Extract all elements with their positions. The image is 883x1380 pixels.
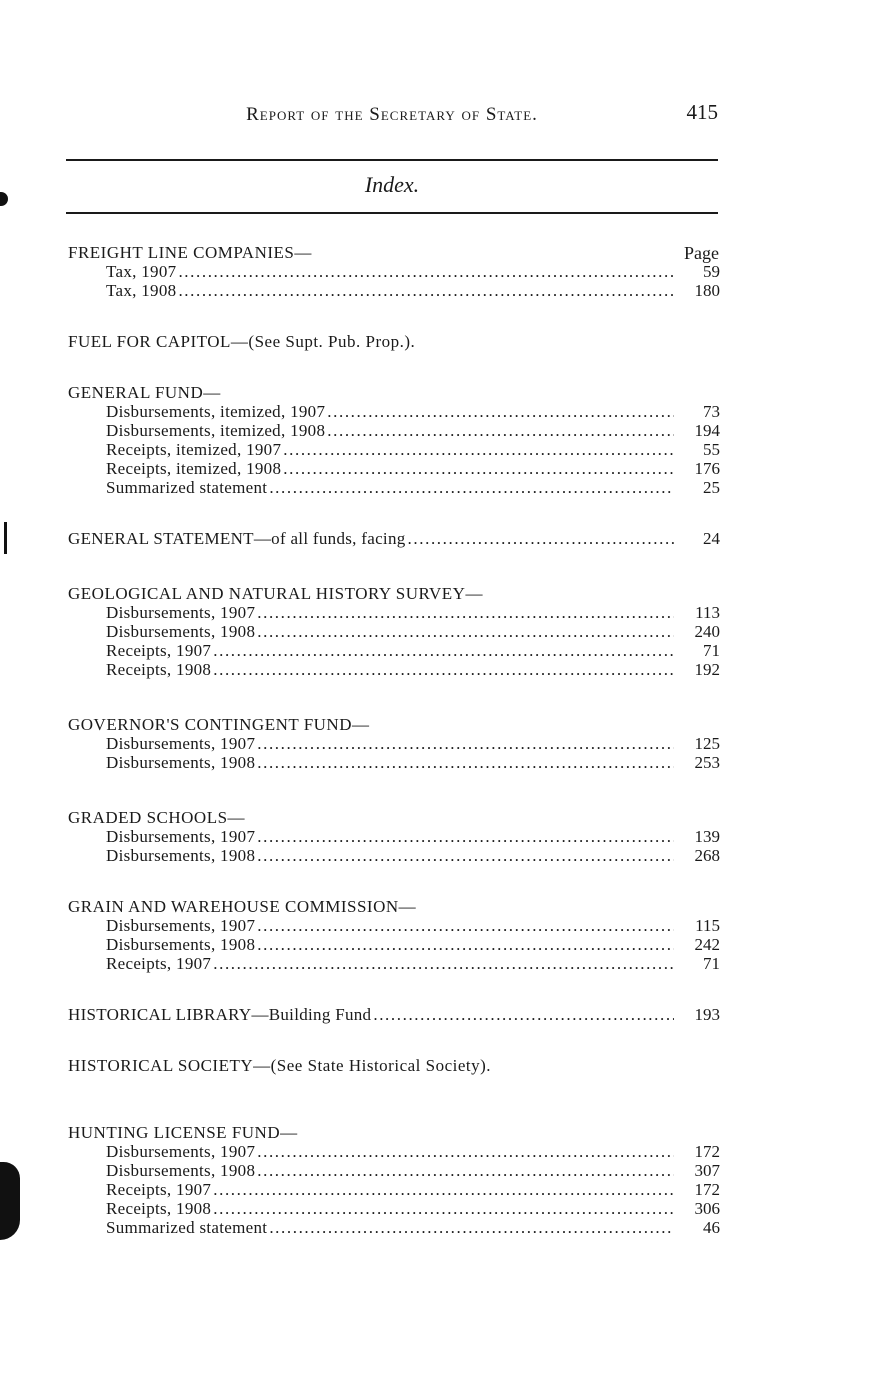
index-row (68, 660, 720, 679)
index-row (68, 935, 720, 954)
index-row (68, 1218, 720, 1237)
leader-dots (213, 660, 674, 679)
scan-edge-mark (4, 522, 7, 554)
row-page: 172 (694, 1180, 720, 1199)
leader-dots (178, 262, 674, 281)
leader-dots (327, 421, 674, 440)
row-page: 194 (694, 421, 720, 440)
row-page: 55 (703, 440, 720, 459)
row-label: HISTORICAL LIBRARY—Building Fund (68, 1005, 372, 1024)
entry-heading: GENERAL FUND— (68, 383, 221, 402)
index-row (68, 753, 720, 772)
row-page: 176 (694, 459, 720, 478)
index-row (68, 1005, 720, 1024)
row-page: 139 (694, 827, 720, 846)
row-label: Disbursements, itemized, 1908 (106, 421, 326, 440)
leader-dots (257, 916, 674, 935)
entry-heading: HUNTING LICENSE FUND— (68, 1123, 298, 1142)
leader-dots (257, 622, 674, 641)
running-head: Report of the Secretary of State. (246, 104, 538, 125)
index-row (68, 440, 720, 459)
entry-heading: FUEL FOR CAPITOL—(See Supt. Pub. Prop.). (68, 332, 416, 351)
row-page: 172 (694, 1142, 720, 1161)
row-page: 59 (703, 262, 720, 281)
leader-dots (178, 281, 674, 300)
row-label: Receipts, 1907 (106, 641, 212, 660)
index-row (68, 846, 720, 865)
row-label: Disbursements, 1908 (106, 1161, 256, 1180)
row-label: Disbursements, 1908 (106, 935, 256, 954)
row-label: Receipts, 1907 (106, 1180, 212, 1199)
leader-dots (213, 641, 674, 660)
leader-dots (257, 753, 674, 772)
row-label: Disbursements, 1908 (106, 622, 256, 641)
row-label: Summarized statement (106, 1218, 268, 1237)
index-row (68, 622, 720, 641)
row-page: 71 (703, 954, 720, 973)
leader-dots (213, 954, 674, 973)
index-row (68, 1199, 720, 1218)
leader-dots (257, 827, 674, 846)
page-header (66, 100, 718, 130)
row-label: Disbursements, 1907 (106, 1142, 256, 1161)
row-page: 180 (694, 281, 720, 300)
index-row (68, 641, 720, 660)
entry-heading: GRADED SCHOOLS— (68, 808, 246, 827)
row-label: Disbursements, 1907 (106, 734, 256, 753)
page-number: 415 (686, 100, 718, 124)
row-page: 307 (694, 1161, 720, 1180)
row-label: Disbursements, itemized, 1907 (106, 402, 326, 421)
leader-dots (327, 402, 674, 421)
leader-dots (213, 1180, 674, 1199)
leader-dots (283, 440, 674, 459)
leader-dots (269, 1218, 674, 1237)
row-label: Disbursements, 1907 (106, 603, 256, 622)
index-row (68, 1142, 720, 1161)
row-label: Tax, 1907 (106, 262, 177, 281)
row-page: 253 (694, 753, 720, 772)
row-page: 115 (695, 916, 720, 935)
index-row (68, 262, 720, 281)
index-row (68, 281, 720, 300)
row-page: 192 (694, 660, 720, 679)
index-row (68, 827, 720, 846)
header-rule-bottom (66, 212, 718, 214)
index-row (68, 478, 720, 497)
scan-edge-mark (0, 1162, 20, 1240)
row-label: Disbursements, 1908 (106, 753, 256, 772)
row-label: Tax, 1908 (106, 281, 177, 300)
page-column-label: Page (684, 243, 719, 263)
row-page: 24 (703, 529, 720, 548)
scan-edge-mark (0, 192, 8, 206)
row-page: 268 (694, 846, 720, 865)
row-page: 306 (694, 1199, 720, 1218)
leader-dots (213, 1199, 674, 1218)
leader-dots (257, 1142, 674, 1161)
entry-heading: GOVERNOR'S CONTINGENT FUND— (68, 715, 370, 734)
row-page: 125 (694, 734, 720, 753)
row-label: Receipts, itemized, 1907 (106, 440, 282, 459)
leader-dots (257, 846, 674, 865)
index-row (68, 734, 720, 753)
entry-heading: FREIGHT LINE COMPANIES— (68, 243, 312, 262)
index-entries (68, 243, 720, 1237)
index-row (68, 529, 720, 548)
header-rule-top (66, 159, 718, 161)
row-page: 193 (694, 1005, 720, 1024)
leader-dots (269, 478, 674, 497)
entry-heading: GRAIN AND WAREHOUSE COMMISSION— (68, 897, 417, 916)
row-label: Receipts, 1908 (106, 660, 212, 679)
index-row (68, 459, 720, 478)
row-label: Receipts, 1908 (106, 1199, 212, 1218)
leader-dots (257, 935, 674, 954)
entry-heading: GEOLOGICAL AND NATURAL HISTORY SURVEY— (68, 584, 483, 603)
row-page: 242 (694, 935, 720, 954)
leader-dots (257, 734, 674, 753)
row-label: Receipts, 1907 (106, 954, 212, 973)
index-title: Index. (364, 172, 420, 197)
index-row (68, 603, 720, 622)
leader-dots (283, 459, 674, 478)
row-page: 73 (703, 402, 720, 421)
index-row (68, 916, 720, 935)
leader-dots (257, 1161, 674, 1180)
row-page: 46 (703, 1218, 720, 1237)
index-row (68, 421, 720, 440)
index-row (68, 402, 720, 421)
row-label: GENERAL STATEMENT—of all funds, facing (68, 529, 406, 548)
entry-heading: HISTORICAL SOCIETY—(See State Historical Society). (68, 1056, 492, 1075)
row-label: Disbursements, 1908 (106, 846, 256, 865)
leader-dots (408, 529, 674, 548)
row-page: 71 (703, 641, 720, 660)
row-label: Disbursements, 1907 (106, 827, 256, 846)
row-page: 113 (695, 603, 720, 622)
leader-dots (257, 603, 674, 622)
row-label: Summarized statement (106, 478, 268, 497)
index-row (68, 1180, 720, 1199)
row-page: 240 (694, 622, 720, 641)
index-row (68, 954, 720, 973)
row-page: 25 (703, 478, 720, 497)
row-label: Receipts, itemized, 1908 (106, 459, 282, 478)
row-label: Disbursements, 1907 (106, 916, 256, 935)
index-row (68, 1161, 720, 1180)
leader-dots (373, 1005, 674, 1024)
